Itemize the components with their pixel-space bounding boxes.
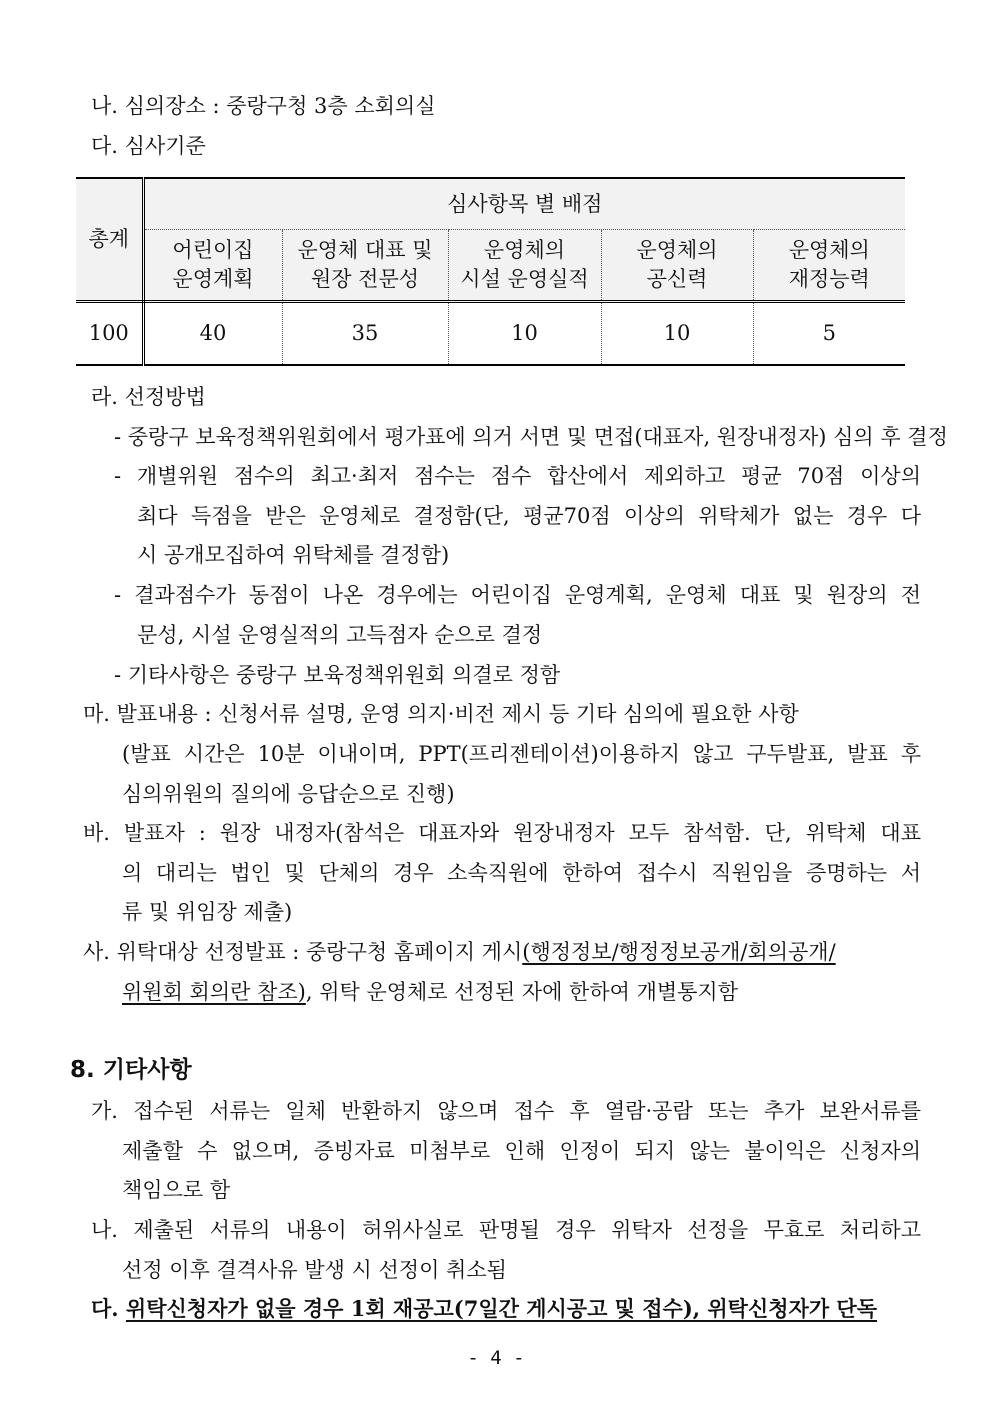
selection-bullet-cont: 시 공개모집하여 위탁체를 결정함) <box>137 543 450 567</box>
presenter: 바. 발표자 : 원장 내정자(참석은 대표자와 원장내정자 모두 참석함. 단, 위탁체 대표 <box>83 821 921 845</box>
presentation-content-cont: 심의위원의 질의에 응답순으로 진행) <box>122 782 455 806</box>
reannouncement-text: 위탁신청자가 없을 경우 1회 재공고(7일간 게시공고 및 접수), 위탁신청자가 단독 <box>125 1296 877 1321</box>
other-item-cont: 책임으로 함 <box>122 1178 231 1202</box>
score-cell: 5 <box>753 302 905 366</box>
other-item: 가. 접수된 서류는 일체 반환하지 않으며 접수 후 열람·공람 또는 추가 보완서류를 <box>91 1099 921 1123</box>
selection-bullet-cont: 문성, 시설 운영실적의 고득점자 순으로 결정 <box>137 623 543 647</box>
total-header: 총계 <box>76 178 143 302</box>
presentation-content: 마. 발표내용 : 신청서류 설명, 운영 의지·비전 제시 등 기타 심의에 필요한 사항 <box>83 702 799 726</box>
selection-method-title: 라. 선정방법 <box>91 385 206 409</box>
selection-bullet: - 기타사항은 중랑구 보육정책위원회 의결로 정함 <box>114 663 561 687</box>
other-item-bold <box>91 1295 877 1323</box>
selection-bullet: - 결과점수가 동점이 나온 경우에는 어린이집 운영계획, 운영체 대표 및 원장의 전 <box>114 583 921 607</box>
column-header: 운영체의 시설 운영실적 <box>448 230 601 302</box>
score-cell: 35 <box>282 302 448 366</box>
score-cell: 40 <box>143 302 282 366</box>
announcement-text: , 위탁 운영체로 선정된 자에 한하여 개별통지함 <box>305 980 739 1004</box>
other-item: 나. 제출된 서류의 내용이 허위사실로 판명될 경우 위탁자 선정을 무효로 처리하고 <box>91 1218 921 1242</box>
selection-bullet: - 개별위원 점수의 최고·최저 점수는 점수 합산에서 제외하고 평균 70점 이상의 <box>114 464 921 488</box>
item-prefix: 다. <box>91 1296 126 1321</box>
score-cell: 10 <box>448 302 601 366</box>
presenter-cont: 류 및 위임장 제출) <box>122 900 293 924</box>
other-item-cont: 선정 이후 결격사유 발생 시 선정이 취소됨 <box>122 1258 507 1282</box>
column-header: 운영체 대표 및 원장 전문성 <box>282 230 448 302</box>
announcement-line <box>83 938 836 966</box>
announcement-link: (행정정보/행정정보공개/회의공개/ <box>522 940 836 964</box>
column-header: 운영체의 공신력 <box>601 230 753 302</box>
scoring-table <box>76 177 905 366</box>
presentation-content-cont: (발표 시간은 10분 이내이며, PPT(프리젠테이션)이용하지 않고 구두발표, 발표 후 <box>122 742 921 766</box>
announcement-text: 사. 위탁대상 선정발표 : 중랑구청 홈페이지 게시 <box>83 940 523 964</box>
section-heading: 8. 기타사항 <box>70 1057 192 1083</box>
announcement-line-cont <box>122 978 738 1006</box>
review-criteria-label: 다. 심사기준 <box>91 134 206 158</box>
other-item-cont: 제출할 수 없으며, 증빙자료 미첨부로 인해 인정이 되지 않는 불이익은 신청자의 <box>122 1139 921 1163</box>
selection-bullet: - 중랑구 보육정책위원회에서 평가표에 의거 서면 및 면접(대표자, 원장내정자) 심의 후 결정 <box>114 425 948 449</box>
selection-bullet-cont: 최다 득점을 받은 운영체로 결정함(단, 평균70점 이상의 위탁체가 없는 경우 다 <box>137 504 921 528</box>
presenter-cont: 의 대리는 법인 및 단체의 경우 소속직원에 한하여 접수시 직원임을 증명하는 서 <box>122 861 921 885</box>
review-place: 나. 심의장소 : 중랑구청 3층 소회의실 <box>91 94 436 118</box>
column-header: 어린이집 운영계획 <box>143 230 282 302</box>
announcement-link: 위원회 회의란 참조) <box>122 980 306 1004</box>
page-number: - 4 - <box>467 1347 525 1369</box>
column-header: 운영체의 재정능력 <box>753 230 905 302</box>
total-value: 100 <box>76 302 143 366</box>
group-header: 심사항목 별 배점 <box>143 178 905 230</box>
score-cell: 10 <box>601 302 753 366</box>
